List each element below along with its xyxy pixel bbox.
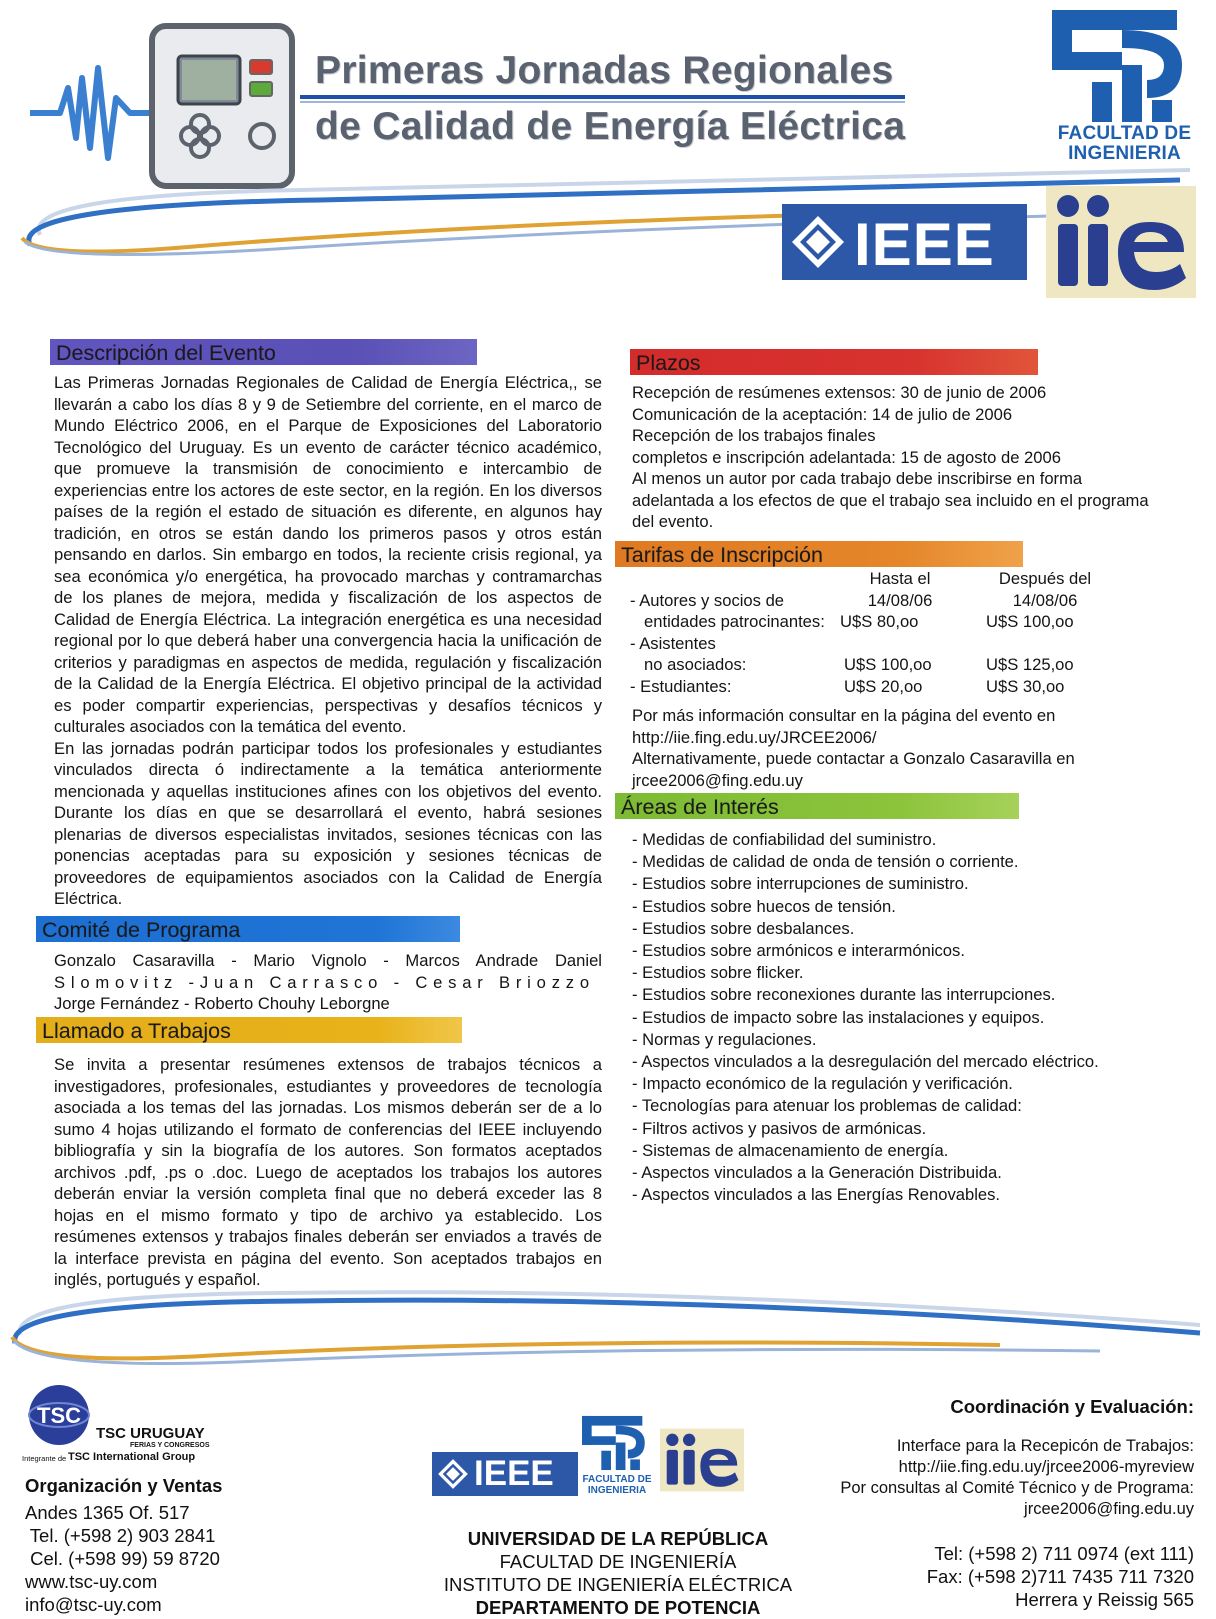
coordinacion-line: Por consultas al Comité Técnico y de Programa: xyxy=(840,1479,1194,1497)
plazos-body xyxy=(632,382,1192,533)
footer-logos xyxy=(432,1408,752,1508)
comite-heading-text: Comité de Programa xyxy=(42,918,241,942)
tsc-subtitle: FERIAS Y CONGRESOS xyxy=(130,1442,210,1449)
areas-item: - Estudios de impacto sobre las instalaciones y equipos. xyxy=(632,1007,1045,1027)
fees-row xyxy=(630,611,1090,633)
plazos-line: Al menos un autor por cada trabajo debe inscribirse en forma xyxy=(632,469,1083,488)
universidad-name: UNIVERSIDAD DE LA REPÚBLICA xyxy=(467,1528,769,1549)
areas-item: - Tecnologías para atenuar los problemas de calidad: xyxy=(632,1096,1022,1116)
fees-table xyxy=(630,568,1090,697)
iie-emblem-icon xyxy=(1046,186,1196,298)
comite-line-3: Jorge Fernández - Roberto Chouhy Leborgne xyxy=(54,994,390,1013)
contact-address: Herrera y Reissig 565 xyxy=(1015,1589,1194,1610)
tsc-website-link[interactable]: www.tsc-uy.com xyxy=(25,1571,158,1592)
tsc-group: TSC International Group xyxy=(68,1451,196,1463)
section-heading-comite xyxy=(36,916,460,942)
decorative-swoosh-bottom xyxy=(0,1275,1216,1375)
fees-value: U$S 100,oo xyxy=(844,655,932,674)
areas-item: - Estudios sobre armónicos e interarmónicos. xyxy=(632,941,965,961)
iie-logo xyxy=(1046,186,1196,298)
descripcion-paragraph-2: En las jornadas podrán participar todos los profesionales y estudiantes vinculados directa ó indirectamente a la temática anteriormente mencionada y aquellas instituciones afines con los objetivos del evento. Durante los días en que se desarrollará el evento, habrá sesiones plenarias de diversos especialistas invitados, sesiones técnicas con las ponencias aceptadas para su exposición y sesiones técnicas de proveedores de equipamientos asociados con la Calidad de Energía Eléctrica. xyxy=(54,738,602,908)
fing-logo-line-1: FACULTAD DE xyxy=(1057,123,1192,144)
llamado-paragraph: Se invita a presentar resúmenes extensos de trabajos técnicos a investigadores, profesionales, estudiantes y proveedores de tecnología asociada a los temas del las jornadas. Los mismos deberán ser de a lo sumo 4 hojas utilizando el formato de conferencias del IEEE incluyendo bibliografía y sin la biografía de los autores. Son formatos aceptados archivos .pdf, .ps o .doc. Luego de aceptados los trabajos los autores deberán enviar la versión completa final que no deberá exceder las 8 hojas en el mismo formato y tipo de archivo ya establecido. Los resúmenes extensos y trabajos finales deberán ser enviados a través de la interface prevista en página del evento. Son aceptados trabajos en inglés, portugués y español. xyxy=(54,1055,602,1289)
ieee-logo-text: IEEE xyxy=(854,211,995,278)
title-underline-light xyxy=(300,101,905,103)
areas-item: - Sistemas de almacenamiento de energía. xyxy=(632,1140,949,1160)
footer-ieee-logo xyxy=(432,1452,578,1496)
fees-value: U$S 20,oo xyxy=(844,676,923,696)
areas-item: - Estudios sobre desbalances. xyxy=(632,918,855,938)
section-heading-plazos xyxy=(630,349,1038,375)
footer-coordinacion xyxy=(840,1395,1194,1611)
tarifas-heading-text: Tarifas de Inscripción xyxy=(621,543,823,567)
tsc-integrante: Integrante de xyxy=(22,1454,67,1463)
ieee-logo xyxy=(782,204,1027,280)
fees-col1-date: 14/08/06 xyxy=(867,590,933,610)
areas-item: - Impacto económico de la regulación y verificación. xyxy=(632,1074,1013,1094)
fees-value: U$S 125,oo xyxy=(986,655,1074,674)
plazos-line: completos e inscripción adelantada: 15 de agosto de 2006 xyxy=(632,447,1061,467)
footer-iie-logo xyxy=(660,1428,744,1492)
plazos-line: adelantada a los efectos de que el trabajo sea incluido en el programa xyxy=(632,490,1149,510)
section-heading-tarifas xyxy=(615,541,1023,567)
tsc-logo xyxy=(22,1383,232,1465)
llamado-body xyxy=(54,1054,602,1291)
fees-row-label: - Autores y socios de xyxy=(630,590,785,610)
areas-item: - Estudios sobre interrupciones de suministro. xyxy=(632,874,969,894)
tsc-logo-text: TSC xyxy=(37,1403,81,1428)
section-heading-llamado xyxy=(36,1017,462,1043)
facultad-name: FACULTAD DE INGENIERÍA xyxy=(499,1551,737,1572)
title-underline xyxy=(300,95,905,99)
organizacion-heading: Organización y Ventas xyxy=(25,1475,223,1496)
tarifas-info-line: Alternativamente, puede contactar a Gonzalo Casaravilla en xyxy=(632,749,1075,768)
plazos-line: Recepción de los trabajos finales xyxy=(632,426,876,445)
areas-item: - Aspectos vinculados a la desregulación del mercado eléctrico. xyxy=(632,1052,1099,1072)
footer-iie-emblem-icon xyxy=(660,1428,744,1492)
organizacion-address: Andes 1365 Of. 517 xyxy=(25,1502,190,1523)
event-title-line-1: Primeras Jornadas Regionales xyxy=(315,49,894,92)
contact-tel: Tel: (+598 2) 711 0974 (ext 111) xyxy=(934,1543,1194,1564)
tsc-email-link[interactable]: info@tsc-uy.com xyxy=(25,1594,162,1615)
fing-logo-line-2: INGENIERIA xyxy=(1068,143,1181,164)
committee-email-link[interactable]: jrcee2006@fing.edu.uy xyxy=(1024,1500,1194,1518)
footer-fing-logo xyxy=(582,1408,652,1508)
organizacion-mobile: Cel. (+598 99) 59 8720 xyxy=(25,1548,220,1569)
areas-item: - Aspectos vinculados a la Generación Distribuida. xyxy=(632,1163,1002,1183)
llamado-heading-text: Llamado a Trabajos xyxy=(42,1019,231,1043)
footer-left-lines xyxy=(25,1501,220,1616)
plazos-line: Comunicación de la aceptación: 14 de julio de 2006 xyxy=(632,404,1013,424)
tarifas-info-line: Por más información consultar en la página del evento en xyxy=(632,706,1056,725)
plazos-heading-text: Plazos xyxy=(636,351,701,375)
plazos-line: Recepción de resúmenes extensos: 30 de junio de 2006 xyxy=(632,383,1047,402)
areas-heading-text: Áreas de Interés xyxy=(621,795,779,819)
footer-institution xyxy=(400,1527,836,1619)
descripcion-heading-text: Descripción del Evento xyxy=(56,341,276,365)
fees-row-label: - Estudiantes: xyxy=(630,676,732,696)
fees-row xyxy=(630,676,1090,698)
fees-row-label: entidades patrocinantes: xyxy=(644,612,825,631)
tsc-globe-icon xyxy=(22,1383,96,1447)
fees-row xyxy=(630,654,1090,676)
contact-fax: Fax: (+598 2)711 7435 711 7320 xyxy=(926,1566,1194,1587)
descripcion-paragraph-1: Las Primeras Jornadas Regionales de Calidad de Energía Eléctrica,, se llevarán a cabo los días 8 y 9 de Setiembre del corriente, en el marco de Mundo Eléctrico 2006, en el Parque de Exposiciones del Laboratorio Tecnológico del Uruguay. Es un evento de carácter técnico académico, que promueve la transmisión de conocimiento e intercambio de experiencias entre los actores de este sector, en la región. En los diversos países de la región el estado de situación es diferente, en algunos hay tradición, en otros se están dando los primeros pasos y otros están pensando en darlos. Sin embargo en todos, la reciente crisis regional, ya sea económica y/o energética, ha provocado marchas y contramarchas de los planes de mejora, medida y fiscalización de los aspectos de Calidad de Energía Eléctrica. La integración energética es una necesidad regional por lo que deberá haber una convergencia hacia la unificación de criterios y paradigmas en aspectos de medida, regulación y fiscalización de la Calidad de la Energía Eléctrica. El objetivo principal de la actividad es poder compartir experiencias, perspectivas y desafíos técnicos y culturales asociados con la temática del evento. xyxy=(54,373,602,736)
section-heading-descripcion xyxy=(50,339,477,365)
event-url-link[interactable]: http://iie.fing.edu.uy/JRCEE2006/ xyxy=(632,727,877,747)
footer-fing-line-2: INGENIERIA xyxy=(587,1485,647,1496)
areas-item: - Aspectos vinculados a las Energías Renovables. xyxy=(632,1185,1001,1205)
footer-fing-emblem-icon xyxy=(582,1408,652,1478)
tarifas-info xyxy=(632,705,1192,791)
fees-value: U$S 100,oo xyxy=(986,612,1074,631)
event-title-line-2: de Calidad de Energía Eléctrica xyxy=(315,105,906,148)
coordinacion-line: Interface para la Recepicón de Trabajos: xyxy=(896,1437,1194,1455)
areas-item: - Estudios sobre huecos de tensión. xyxy=(632,896,896,916)
myreview-url-link[interactable]: http://iie.fing.edu.uy/jrcee2006-myreview xyxy=(898,1458,1194,1476)
comite-line-2: Slomovitz -Juan Carrasco - Cesar Briozzo xyxy=(54,972,595,992)
areas-item: - Medidas de confiabilidad del suministro. xyxy=(632,830,937,849)
tsc-name: TSC URUGUAY xyxy=(96,1425,205,1442)
areas-item: - Filtros activos y pasivos de armónicas. xyxy=(632,1118,927,1138)
fees-col2-header: Después del xyxy=(998,569,1092,588)
coordinacion-heading: Coordinación y Evaluación: xyxy=(950,1396,1194,1417)
fees-header-row xyxy=(630,568,1090,590)
departamento-name: DEPARTAMENTO DE POTENCIA xyxy=(475,1597,761,1618)
comite-body xyxy=(54,950,602,1015)
footer-ieee-logo-text: IEEE xyxy=(474,1454,554,1493)
areas-item: - Estudios sobre flicker. xyxy=(632,963,804,983)
fees-row xyxy=(630,633,1090,655)
instituto-name: INSTITUTO DE INGENIERÍA ELÉCTRICA xyxy=(443,1574,793,1595)
fees-col2-date: 14/08/06 xyxy=(1012,590,1078,610)
facultad-ingenieria-logo xyxy=(1052,10,1197,168)
plazos-line: del evento. xyxy=(632,512,714,531)
fees-value: U$S 30,oo xyxy=(986,676,1065,696)
decorative-swoosh xyxy=(0,150,1216,270)
areas-item: - Normas y regulaciones. xyxy=(632,1029,817,1049)
fees-value: U$S 80,oo xyxy=(840,612,919,631)
fees-row xyxy=(630,590,1090,612)
comite-line-1: Gonzalo Casaravilla - Mario Vignolo - Marcos Andrade Daniel xyxy=(54,951,602,970)
areas-list xyxy=(632,829,1192,1206)
areas-item: - Estudios sobre reconexiones durante las interrupciones. xyxy=(632,985,1056,1005)
fees-row-label: - Asistentes xyxy=(630,633,716,653)
footer-ieee-diamond-icon xyxy=(437,1458,469,1490)
fees-row-label: no asociados: xyxy=(644,655,747,674)
contact-email-link[interactable]: jrcee2006@fing.edu.uy xyxy=(632,770,803,790)
section-heading-areas xyxy=(615,793,1019,819)
footer-fing-line-1: FACULTAD DE xyxy=(582,1474,652,1485)
fing-emblem-icon xyxy=(1052,10,1197,122)
organizacion-phone: Tel. (+598 2) 903 2841 xyxy=(25,1525,216,1546)
areas-item: - Medidas de calidad de onda de tensión o corriente. xyxy=(632,852,1019,872)
fees-col1-header: Hasta el xyxy=(869,569,931,588)
descripcion-body xyxy=(54,372,602,910)
ieee-diamond-icon xyxy=(790,214,846,270)
